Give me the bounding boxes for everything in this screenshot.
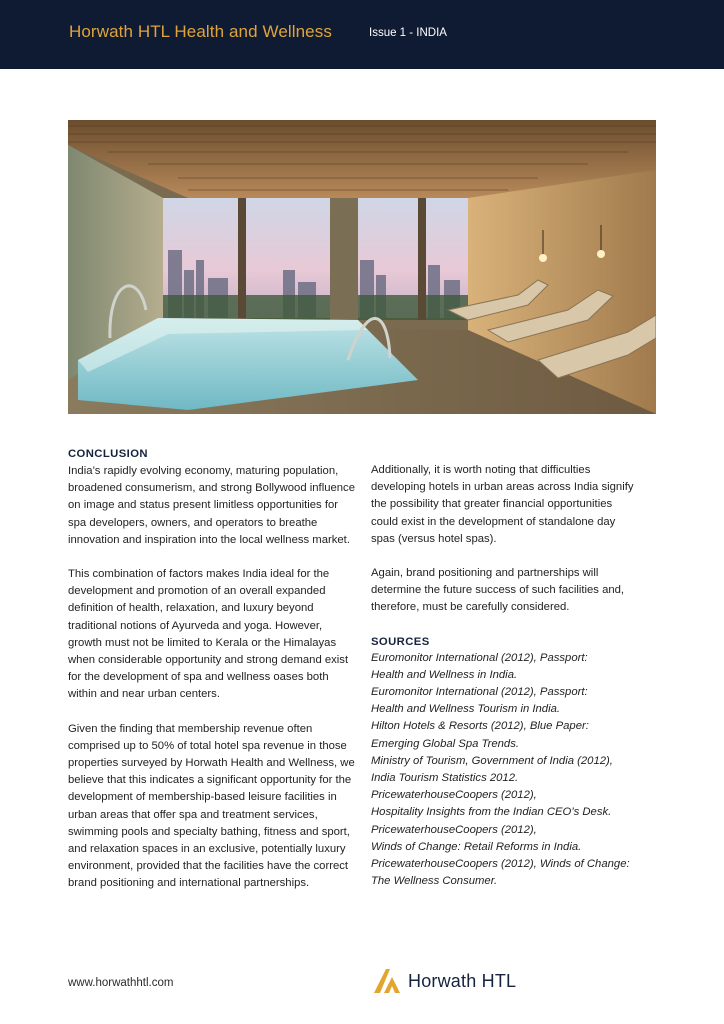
footer-website-link[interactable]: www.horwathhtl.com [68,977,174,989]
conclusion-paragraph: Given the finding that membership revenue often comprised up to 50% of total hotel spa revenue in those properties surveyed by Horwath Health and Wellness, we believe that this indicates a significant opportunity for the development of membership-based leisure facilities in urban areas that offer spa and treatment services, swimming pools and specialty bathing, fitness and sport, and relaxation spaces in an exclusive, potentially luxury environment, provided that the facilities have the correct brand positioning and international partnerships. [68,722,355,890]
source-line: India Tourism Statistics 2012. [371,772,519,785]
sources-heading: SOURCES [371,635,430,648]
page-header [0,0,724,69]
header-title: Horwath HTL Health and Wellness [69,22,332,41]
conclusion-paragraph: India’s rapidly evolving economy, maturing population, broadened consumerism, and strong Bollywood influence on image and status present limitless opportunities for spa developers, owners, and operators to breathe innovation and inspiration into the local wellness market. [68,465,355,546]
body-paragraph: Again, brand positioning and partnerships will determine the future success of such facilities and, therefore, must be carefully considered. [371,567,625,614]
conclusion-paragraph: This combination of factors makes India ideal for the development and promotion of an overall expanded definition of health, relaxation, and luxury beyond traditional notions of Ayurveda and yoga. However, growth must not be limited to Kerala or the Himalayas when considerable opportunity and strong demand exist for the development of spa and wellness oases both within and near urban centers. [68,568,349,701]
source-line: PricewaterhouseCoopers (2012), [371,823,537,836]
conclusion-heading: CONCLUSION [68,448,148,460]
spa-pool-illustration [68,120,656,414]
source-line: Health and Wellness Tourism in India. [371,703,561,716]
source-line: Hilton Hotels & Resorts (2012), Blue Paper: [371,720,589,733]
source-line: Euromonitor International (2012), Passport: [371,686,588,699]
horwath-logo [372,966,516,996]
source-line: Emerging Global Spa Trends. [371,737,519,750]
logo-text: Horwath HTL [408,970,517,991]
source-line: PricewaterhouseCoopers (2012), [371,789,537,802]
source-line: Euromonitor International (2012), Passport: [371,651,588,664]
source-line: Health and Wellness in India. [371,668,518,681]
source-line: Hospitality Insights from the Indian CEO’s Desk. [371,806,612,819]
source-line: Winds of Change: Retail Reforms in India. [371,840,582,853]
right-column [371,462,641,890]
conclusion-column [68,446,358,910]
source-line: PricewaterhouseCoopers (2012), Winds of Change: [371,858,630,871]
header-issue: Issue 1 - INDIA [369,27,447,39]
body-paragraph: Additionally, it is worth noting that difficulties developing hotels in urban areas across India signify the possibility that greater financial opportunities could exist in the development of standalone day spas (versus hotel spas). [371,464,634,545]
sources-list [371,650,641,891]
horwath-chevron-logo-icon [372,967,402,995]
hero-image [68,120,656,414]
source-line: Ministry of Tourism, Government of India (2012), [371,754,613,767]
source-line: The Wellness Consumer. [371,875,498,888]
